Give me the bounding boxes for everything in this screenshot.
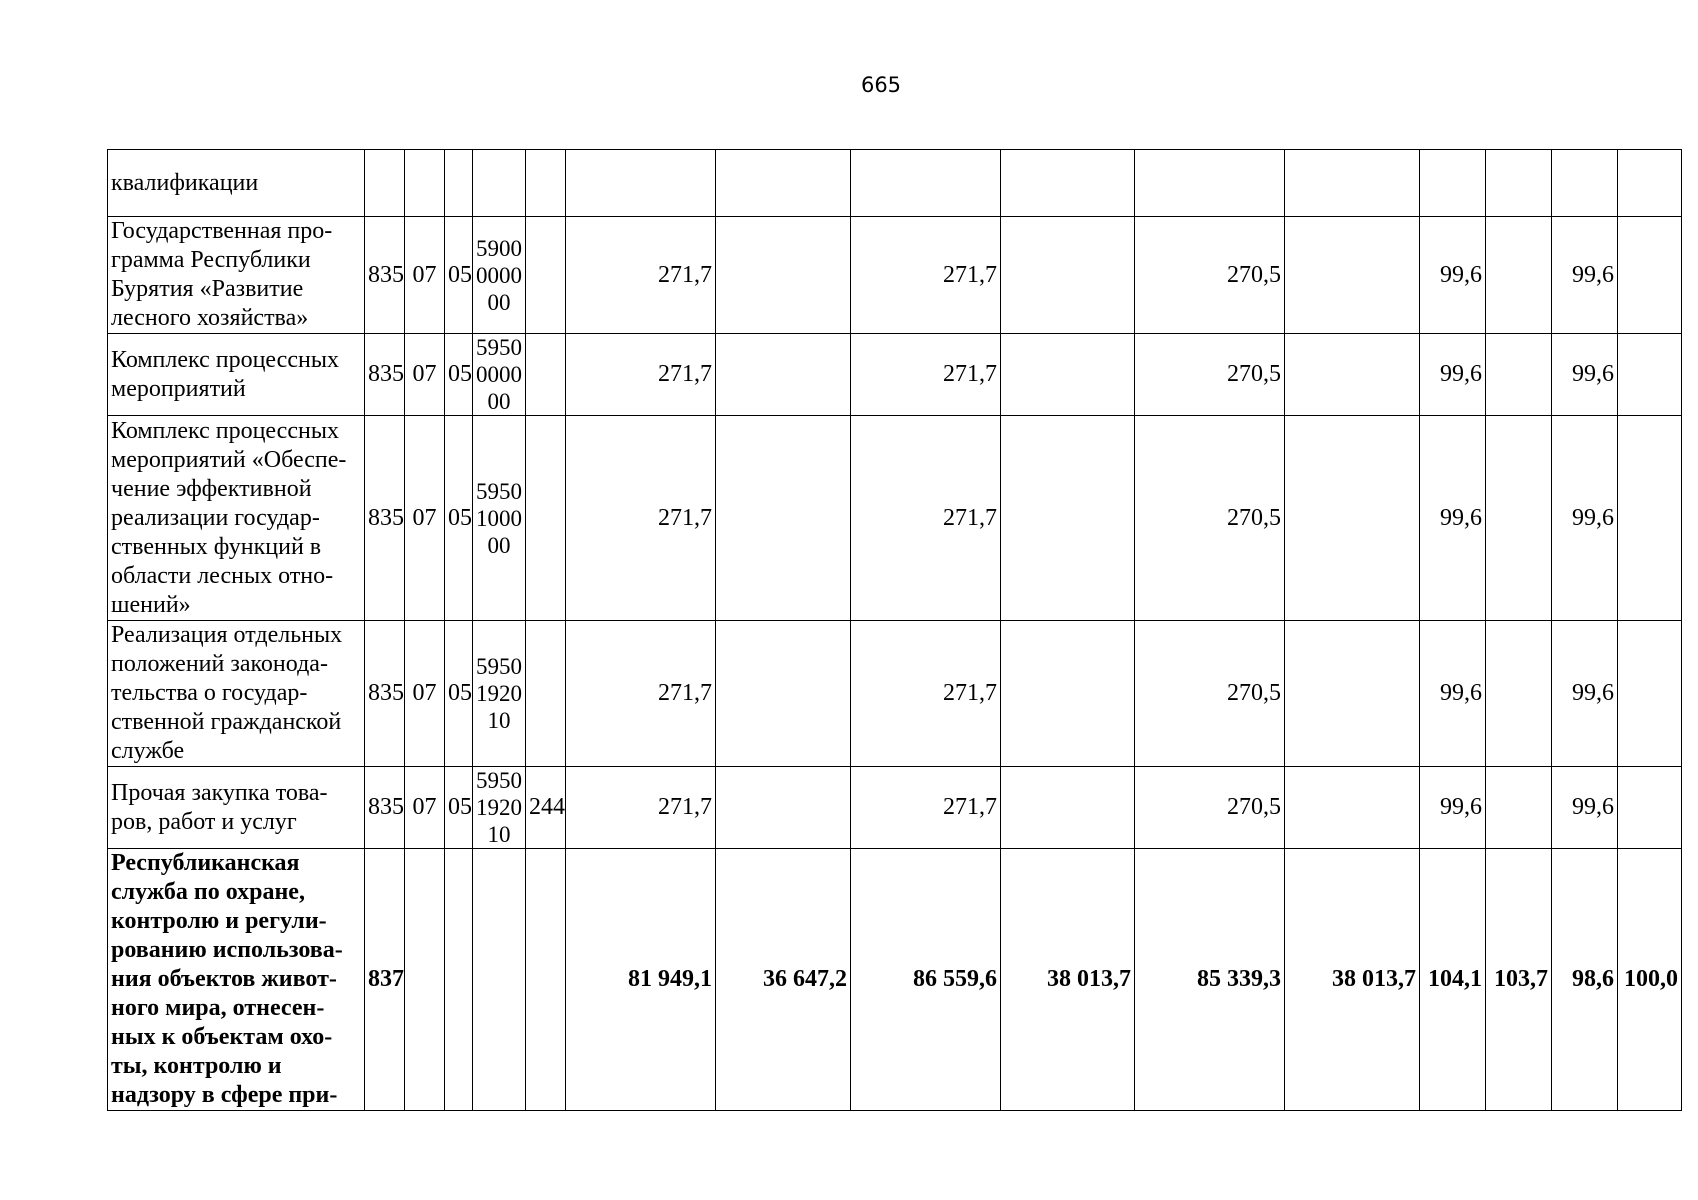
value-cell-9: 99,6	[1552, 334, 1618, 416]
csr-code-part: 10	[487, 822, 511, 847]
value-cell-7	[1420, 150, 1486, 217]
csr-code	[473, 767, 526, 849]
value-cell-4	[1001, 334, 1135, 416]
rz-code: 07	[405, 416, 445, 621]
value-cell-5: 270,5	[1135, 334, 1285, 416]
gr-code	[365, 150, 405, 217]
rz-code: 07	[405, 621, 445, 767]
budget-table	[107, 149, 1682, 1111]
table-row	[108, 621, 1682, 767]
row-name: Реализация отдельных положений законода- тельства о государ- ственной гражданской службе	[108, 621, 365, 767]
value-cell-3: 271,7	[851, 767, 1001, 849]
value-cell-2: 36 647,2	[716, 849, 851, 1111]
pr-code: 05	[445, 767, 473, 849]
page-number: 665	[860, 73, 902, 97]
rz-code: 07	[405, 334, 445, 416]
csr-code-part: 10	[487, 708, 511, 733]
row-name: Прочая закупка това- ров, работ и услуг	[108, 767, 365, 849]
value-cell-1: 271,7	[566, 334, 716, 416]
value-cell-1: 81 949,1	[566, 849, 716, 1111]
value-cell-9: 99,6	[1552, 621, 1618, 767]
value-cell-7: 99,6	[1420, 334, 1486, 416]
value-cell-10	[1618, 150, 1682, 217]
csr-code	[473, 416, 526, 621]
csr-code-part: 5950	[476, 478, 522, 504]
value-cell-3: 271,7	[851, 416, 1001, 621]
csr-code-part: 5950	[476, 335, 522, 360]
table-row	[108, 334, 1682, 416]
value-cell-6	[1285, 416, 1420, 621]
vr-code	[526, 849, 566, 1111]
csr-code-part: 1000	[476, 505, 522, 531]
value-cell-4: 38 013,7	[1001, 849, 1135, 1111]
value-cell-9: 99,6	[1552, 767, 1618, 849]
value-cell-6	[1285, 621, 1420, 767]
value-cell-2	[716, 621, 851, 767]
value-cell-5: 270,5	[1135, 416, 1285, 621]
csr-code	[473, 849, 526, 1111]
table-row	[108, 767, 1682, 849]
value-cell-8	[1486, 767, 1552, 849]
row-name: Государственная про- грамма Республики Бурятия «Развитие лесного хозяйства»	[108, 217, 365, 334]
gr-code: 835	[365, 334, 405, 416]
value-cell-8	[1486, 416, 1552, 621]
value-cell-10: 100,0	[1618, 849, 1682, 1111]
row-name: Комплекс процессных мероприятий	[108, 334, 365, 416]
value-cell-3: 86 559,6	[851, 849, 1001, 1111]
csr-code-part: 00	[487, 289, 511, 315]
value-cell-10	[1618, 416, 1682, 621]
value-cell-2	[716, 767, 851, 849]
vr-code	[526, 150, 566, 217]
csr-code-part: 5900	[476, 235, 522, 261]
value-cell-3	[851, 150, 1001, 217]
value-cell-2	[716, 150, 851, 217]
csr-code-part: 1920	[476, 795, 522, 820]
value-cell-8	[1486, 150, 1552, 217]
vr-code	[526, 416, 566, 621]
pr-code: 05	[445, 217, 473, 334]
gr-code: 835	[365, 416, 405, 621]
csr-code-part: 5950	[476, 768, 522, 793]
value-cell-7: 99,6	[1420, 767, 1486, 849]
value-cell-5: 85 339,3	[1135, 849, 1285, 1111]
value-cell-6	[1285, 150, 1420, 217]
value-cell-6	[1285, 767, 1420, 849]
value-cell-5: 270,5	[1135, 217, 1285, 334]
value-cell-9: 99,6	[1552, 416, 1618, 621]
vr-code: 244	[526, 767, 566, 849]
table-row	[108, 217, 1682, 334]
value-cell-8: 103,7	[1486, 849, 1552, 1111]
pr-code	[445, 150, 473, 217]
vr-code	[526, 217, 566, 334]
table-row	[108, 416, 1682, 621]
vr-code	[526, 334, 566, 416]
csr-code-part: 00	[487, 532, 511, 558]
value-cell-4	[1001, 621, 1135, 767]
value-cell-1: 271,7	[566, 621, 716, 767]
value-cell-10	[1618, 217, 1682, 334]
value-cell-6	[1285, 217, 1420, 334]
csr-code	[473, 334, 526, 416]
value-cell-10	[1618, 767, 1682, 849]
value-cell-2	[716, 217, 851, 334]
value-cell-8	[1486, 334, 1552, 416]
row-name: Комплекс процессных мероприятий «Обеспе- чение эффективной реализации государ- ственных функций в области лесных отно- шений»	[108, 416, 365, 621]
csr-code-part: 5950	[476, 654, 522, 679]
value-cell-5: 270,5	[1135, 767, 1285, 849]
pr-code: 05	[445, 416, 473, 621]
csr-code	[473, 217, 526, 334]
value-cell-1: 271,7	[566, 416, 716, 621]
value-cell-4	[1001, 150, 1135, 217]
value-cell-5	[1135, 150, 1285, 217]
table-row	[108, 150, 1682, 217]
value-cell-6: 38 013,7	[1285, 849, 1420, 1111]
value-cell-4	[1001, 217, 1135, 334]
csr-code	[473, 150, 526, 217]
csr-code-part: 0000	[476, 262, 522, 288]
csr-code-part: 00	[487, 389, 511, 414]
value-cell-1: 271,7	[566, 767, 716, 849]
value-cell-9	[1552, 150, 1618, 217]
value-cell-2	[716, 416, 851, 621]
value-cell-7: 99,6	[1420, 217, 1486, 334]
gr-code: 837	[365, 849, 405, 1111]
table-row	[108, 849, 1682, 1111]
value-cell-8	[1486, 621, 1552, 767]
gr-code: 835	[365, 621, 405, 767]
value-cell-3: 271,7	[851, 621, 1001, 767]
value-cell-7: 99,6	[1420, 621, 1486, 767]
value-cell-3: 271,7	[851, 217, 1001, 334]
value-cell-8	[1486, 217, 1552, 334]
value-cell-10	[1618, 621, 1682, 767]
value-cell-10	[1618, 334, 1682, 416]
value-cell-4	[1001, 416, 1135, 621]
row-name: квалификации	[108, 150, 365, 217]
rz-code	[405, 849, 445, 1111]
value-cell-9: 98,6	[1552, 849, 1618, 1111]
value-cell-1: 271,7	[566, 217, 716, 334]
rz-code: 07	[405, 217, 445, 334]
value-cell-5: 270,5	[1135, 621, 1285, 767]
value-cell-6	[1285, 334, 1420, 416]
value-cell-7: 104,1	[1420, 849, 1486, 1111]
value-cell-2	[716, 334, 851, 416]
rz-code	[405, 150, 445, 217]
pr-code	[445, 849, 473, 1111]
csr-code-part: 1920	[476, 681, 522, 706]
rz-code: 07	[405, 767, 445, 849]
value-cell-9: 99,6	[1552, 217, 1618, 334]
gr-code: 835	[365, 217, 405, 334]
value-cell-7: 99,6	[1420, 416, 1486, 621]
row-name: Республиканская служба по охране, контролю и регули- рованию использова- ния объектов живот- ного мира, отнесен- ных к объектам охо- ты, контролю и надзору в сфере при-	[108, 849, 365, 1111]
value-cell-1	[566, 150, 716, 217]
csr-code-part: 0000	[476, 362, 522, 387]
gr-code: 835	[365, 767, 405, 849]
value-cell-4	[1001, 767, 1135, 849]
value-cell-3: 271,7	[851, 334, 1001, 416]
pr-code: 05	[445, 621, 473, 767]
vr-code	[526, 621, 566, 767]
pr-code: 05	[445, 334, 473, 416]
csr-code	[473, 621, 526, 767]
